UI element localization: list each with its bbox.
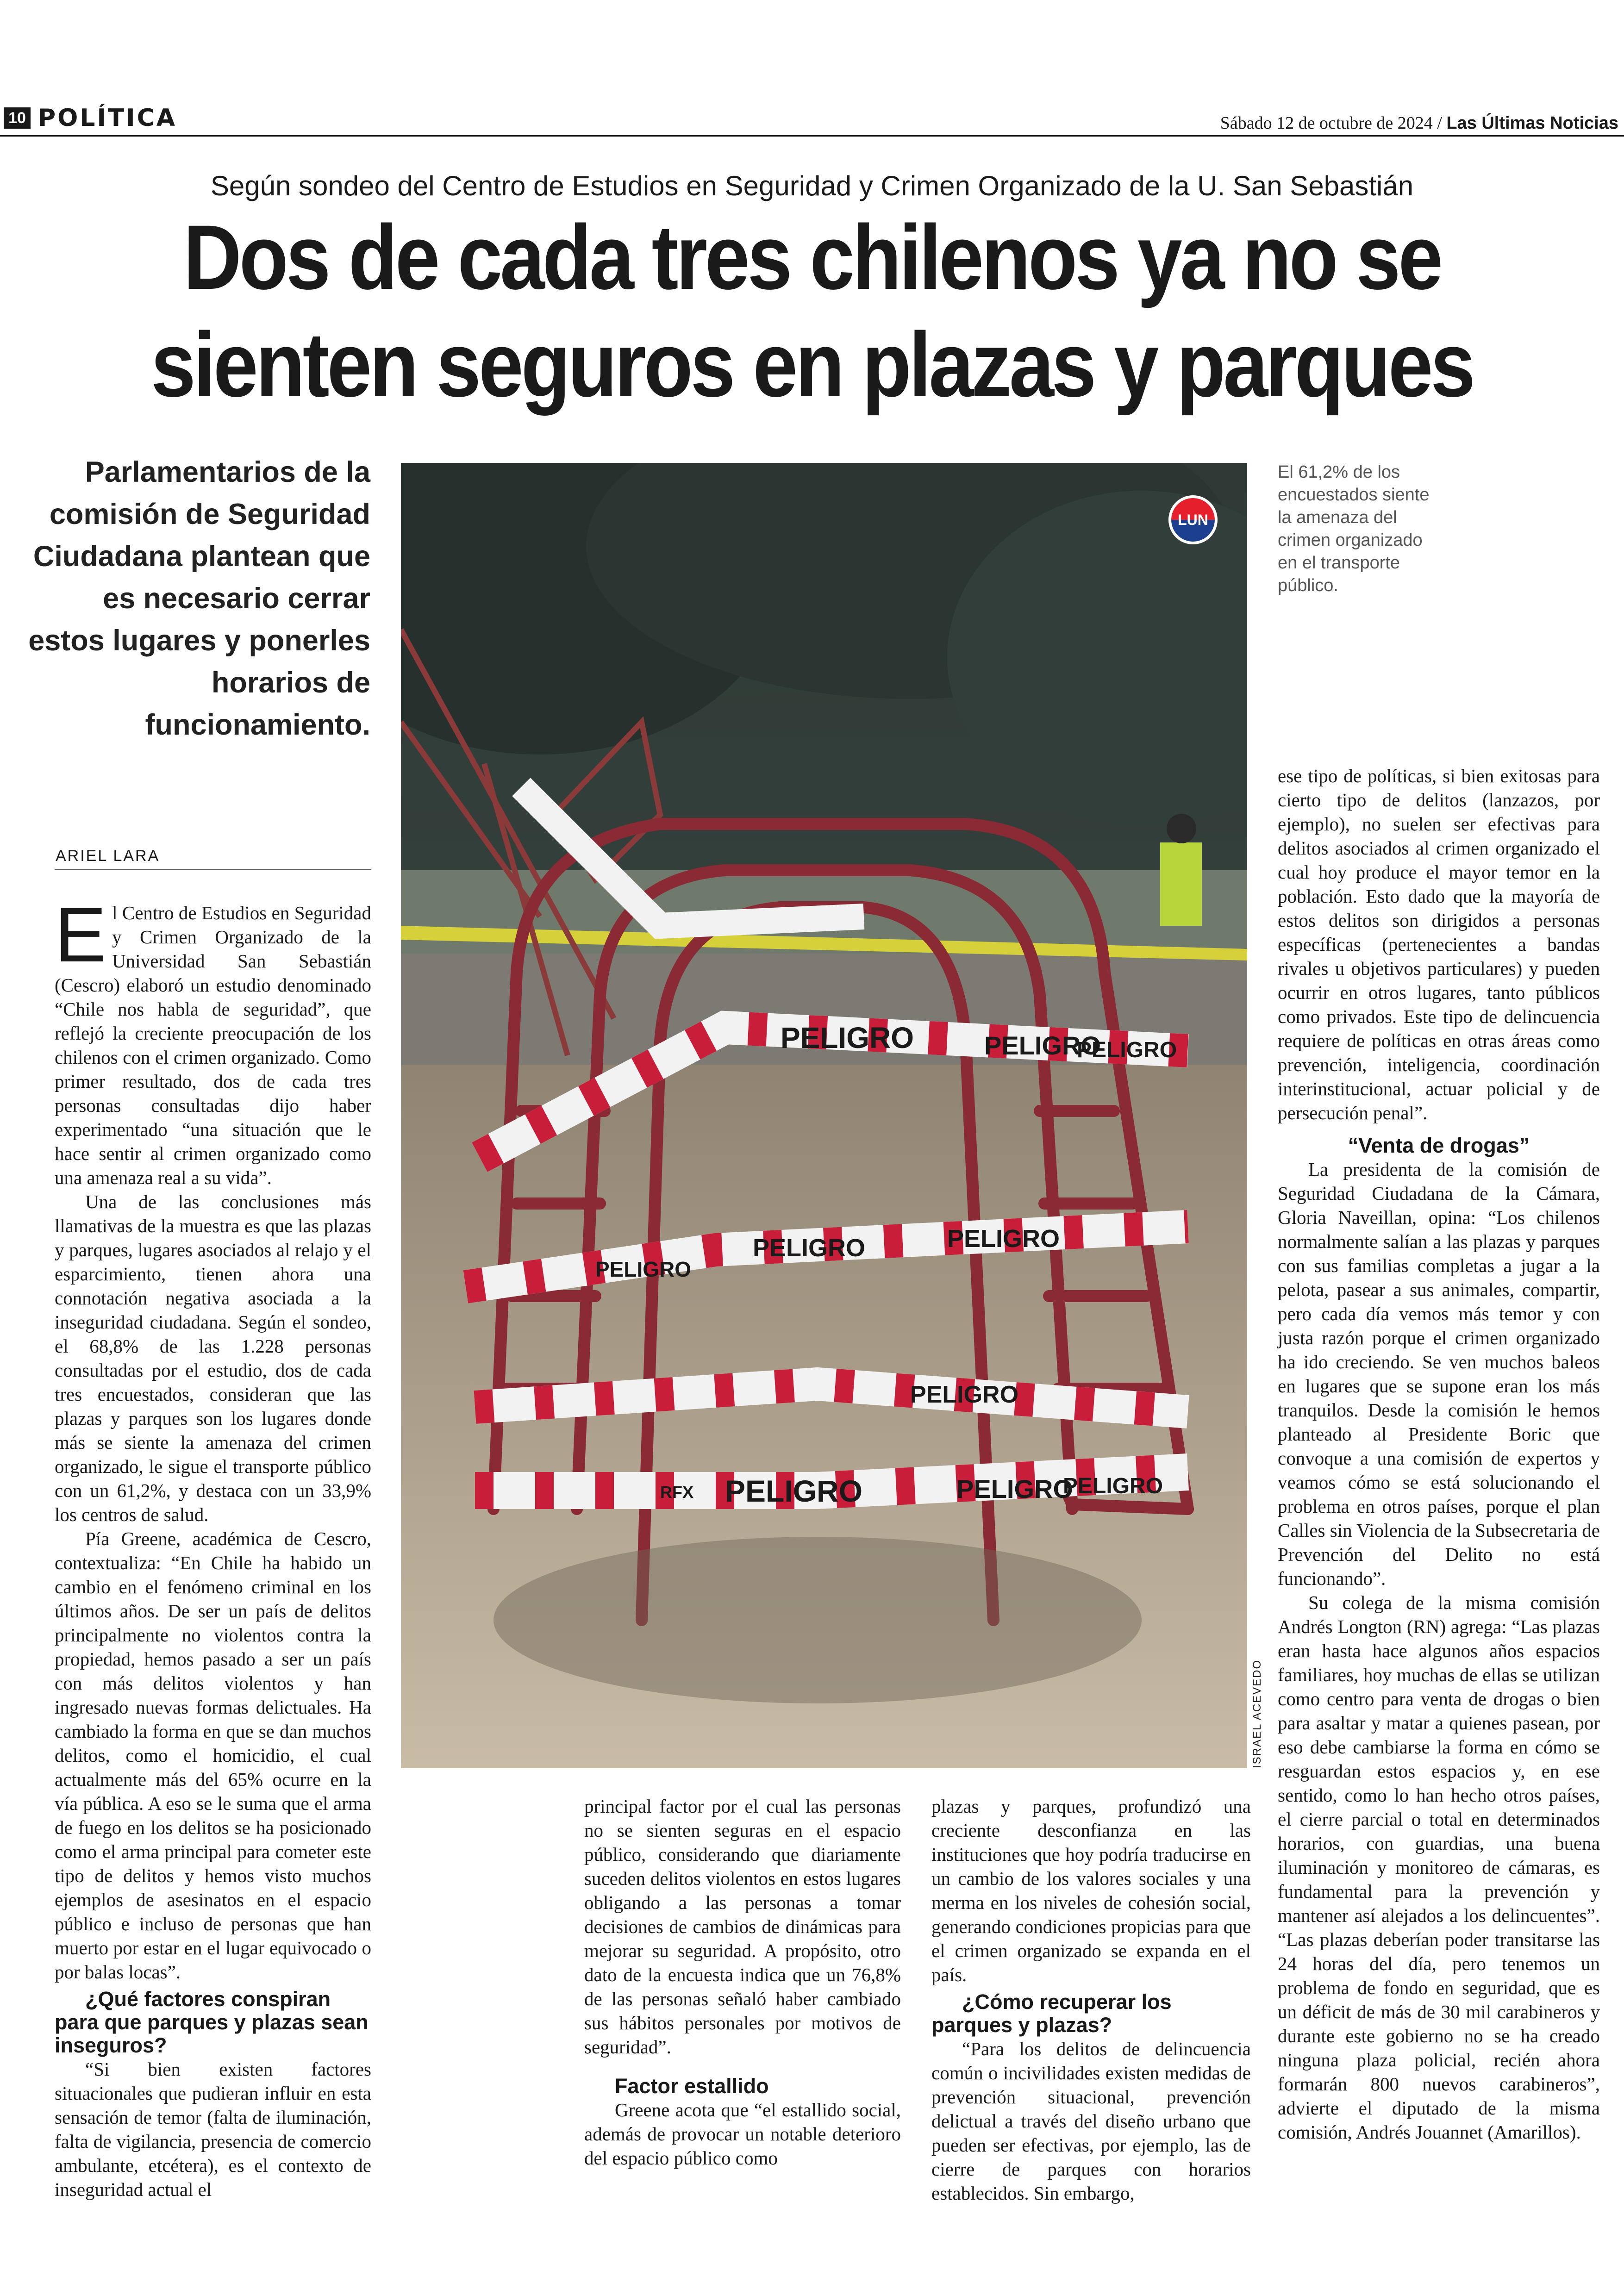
- tape-label: PELIGRO: [1063, 1474, 1163, 1498]
- deck: Parlamentarios de la comisión de Seguridad Ciudadana plantean que es necesario cerrar estos lugares y ponerles horarios de funcionamiento.: [28, 456, 370, 741]
- paragraph: “Si bien existen factores situacionales que pudieran influir en esta sensación de temor (falta de iluminación, falta de vigilancia, presencia de comercio ambulante, etcétera), es el contexto de inseguridad actual el: [55, 2058, 371, 2200]
- paragraph: Pía Greene, académica de Cescro, contextualiza: “En Chile ha habido un cambio en el fenómeno criminal en los últimos años. De ser un país de delitos principalmente no violentos contra la propiedad, hemos pasado a ser un país con más delitos violentos y han ingresado nuevas formas delictuales. Ha cambiado la forma en que se dan muchos delitos, como el homicidio, el cual actualmente más del 65% ocurre en la vía pública. A eso se le suma que el arma de fuego en los delitos se ha posicionado como el arma principal para cometer este tipo de delitos y hemos visto muchos ejemplos de asesinatos en el espacio público e incluso de personas que han muerto por estar en el lugar equivocado o por balas locas”.: [55, 1528, 371, 1983]
- paragraph: ese tipo de políticas, si bien exitosas para cierto tipo de delitos (lanzazos, por ejemplo), no suelen ser efectivas para delitos asociados al crimen organizado el cual hoy produce el mayor temor en la población. Esto dado que la mayoría de estos delitos son dirigidos a personas específicas (pertenecientes a bandas rivales u objetivos particulares) y pueden ocurrir en otros lugares, tanto públicos como privados. Este tipo de delincuencia requiere de políticas en otras áreas como prevención, inteligencia, coordinación interinstitucional, actuar policial y de persecución penal”.: [1278, 765, 1600, 1123]
- tape-label: PELIGRO: [984, 1031, 1101, 1060]
- tape-label: PELIGRO: [595, 1257, 692, 1281]
- subhead: ¿Cómo recuperar los parques y plazas?: [931, 1990, 1172, 2037]
- article-photo: [401, 463, 1247, 1768]
- paragraph: La presidenta de la comisión de Seguridad Ciudadana de la Cámara, Gloria Naveillan, opina: “Los chilenos normalmente salían a las plazas y parques con sus familias completas a jugar a la pelota, pasear a sus animales, compartir, pero cada día vemos más temor y con justa razón porque el crimen organizado ha ido creciendo. Se ven muchos baleos en lugares que se supone eran los más tranquilos. Desde la comisión le hemos planteado al Presidente Boric que convoque a una comisión de expertos y veamos cómo se está solucionando el problema en otros países, porque el plan Calles sin Violencia de la Subsecretaria de Prevención del Delito no está funcionando”.: [1278, 1159, 1600, 1589]
- tape-label: PELIGRO: [753, 1234, 866, 1262]
- paragraph: l Centro de Estudios en Seguridad y Crimen Organizado de la Universidad San Sebastián (Cescro) elaboró un estudio denominado “Chile nos habla de seguridad”, que reflejó la creciente preocupación de los chilenos con el crimen organizado. Como primer resultado, dos de cada tres personas consultadas dijo haber experimentado “una situación que le hace sentir al crimen organizado como una amenaza real a su vida”.: [55, 902, 371, 1188]
- section-name: POLÍTICA: [38, 104, 177, 132]
- dateline: Sábado 12 de octubre de 2024 / Las Últimas Noticias: [1220, 113, 1618, 133]
- column-3: [931, 1794, 1251, 2205]
- tape-label: PELIGRO: [947, 1225, 1060, 1253]
- byline-rule: [55, 869, 371, 870]
- tape-label: PELIGRO: [956, 1474, 1074, 1503]
- paragraph: “Para los delitos de delincuencia común o incivilidades existen medidas de prevención situacional, prevención delictual a través del diseño urbano que pueden ser efectivas, por ejemplo, las de cierre de parques con horarios establecidos. Sin embargo,: [931, 2038, 1251, 2204]
- publication-name: Las Últimas Noticias: [1446, 113, 1618, 133]
- issue-date: Sábado 12 de octubre de 2024: [1220, 113, 1433, 133]
- header-rule: [0, 135, 1624, 137]
- column-2: [584, 1794, 901, 2170]
- kicker: Según sondeo del Centro de Estudios en Seguridad y Crimen Organizado de la U. San Sebastián: [210, 170, 1414, 201]
- photo-caption: El 61,2% de los encuestados siente la amenaza del crimen organizado en el transporte público.: [1278, 462, 1430, 595]
- paragraph: Greene acota que “el estallido social, además de provocar un notable deterioro del espacio público como: [584, 2099, 901, 2169]
- tape-label: PELIGRO: [910, 1381, 1019, 1408]
- paragraph: principal factor por el cual las personas no se sienten seguras en el espacio público, considerando que diariamente suceden delitos violentos en estos lugares obligando a las personas a tomar decisiones de cambios de dinámicas para mejorar su seguridad. A propósito, otro dato de la encuesta indica que un 76,8% de las personas señaló haber cambiado sus hábitos personales por motivos de seguridad”.: [584, 1796, 901, 2058]
- lun-logo: LUN: [1171, 498, 1215, 542]
- tape-label: PELIGRO: [781, 1021, 914, 1054]
- photo-credit: ISRAEL ACEVEDO: [1251, 1659, 1263, 1768]
- tape-brand: RFX: [660, 1483, 693, 1502]
- paragraph: Una de las conclusiones más llamativas de la muestra es que las plazas y parques, lugares asociados al relajo y el esparcimiento, tienen ahora una connotación negativa asociada a la inseguridad ciudadana. Según el sondeo, el 68,8% de las 1.228 personas consultadas por el estudio, dos de cada tres encuestados, consideran que las plazas y parques son los lugares donde más se siente la amenaza del crimen organizado, le sigue el transporte público con un 61,2%, y destaca con un 33,9% los centros de salud.: [55, 1191, 371, 1525]
- subhead: Factor estallido: [615, 2074, 769, 2098]
- column-1: [55, 891, 371, 2201]
- tape-label: PELIGRO: [725, 1474, 863, 1508]
- drop-cap: E: [55, 891, 107, 978]
- byline: ARIEL LARA: [56, 847, 160, 865]
- tape-label: PELIGRO: [1077, 1038, 1177, 1062]
- headline: Dos de cada tres chilenos ya no se sienten seguros en plazas y parques: [151, 206, 1473, 416]
- paragraph: Su colega de la misma comisión Andrés Longton (RN) agrega: “Las plazas eran hasta hace algunos años espacios familiares, hoy muchas de ellas se utilizan como centro para venta de drogas o bien para asaltar y matar a quienes pasean, por eso debe cambiarse la forma en cómo se resguardan estos espacios y, en ese sentido, como lo han hecho otros países, el cierre parcial o total en determinados horarios, con guardias, una buena iluminación y monitoreo de cámaras, es fundamental para la prevención y mantener así alejados a los delincuentes”. “Las plazas deberían poder transitarse las 24 horas del día, pero tenemos un problema de fondo en seguridad, que es un déficit de más de 30 mil carabineros y durante este gobierno no se ha creado ninguna plaza policial, recién ahora formarán 800 nuevos carabineros”, advierte el diputado de la misma comisión, Andrés Jouannet (Amarillos).: [1278, 1592, 1600, 2143]
- subhead: ¿Qué factores conspiran para que parques y plazas sean inseguros?: [55, 1987, 369, 2057]
- paragraph: plazas y parques, profundizó una creciente desconfianza en las instituciones que hoy podría traducirse en un cambio de los valores sociales y una merma en los niveles de cohesión social, generando condiciones propicias para que el crimen organizado se expanda en el país.: [931, 1796, 1251, 1985]
- page-number: 10: [4, 107, 31, 129]
- column-4: [1278, 764, 1600, 2144]
- subhead: “Venta de drogas”: [1348, 1134, 1530, 1157]
